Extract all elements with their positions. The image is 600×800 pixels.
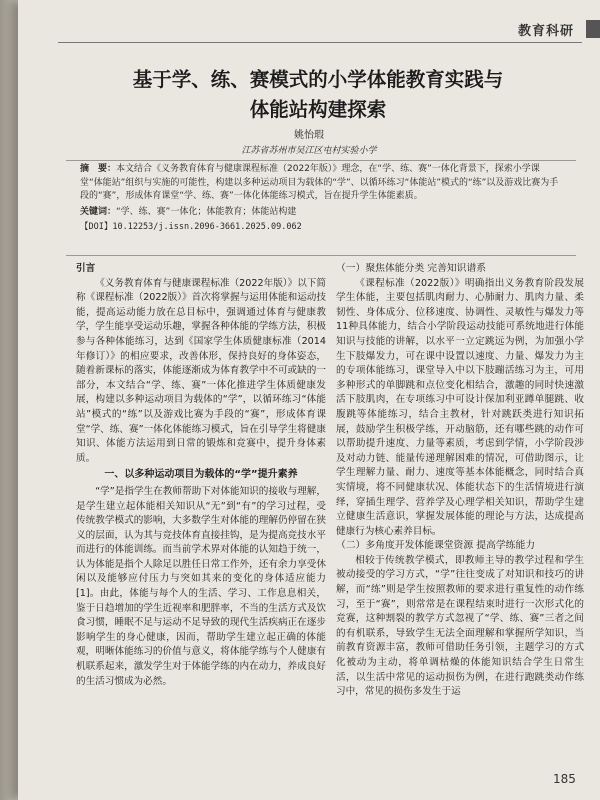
author-affiliation: 江苏省苏州市吴江区屯村实验小学	[241, 146, 377, 156]
intro-heading: 引言	[76, 263, 96, 274]
right-column	[336, 262, 584, 700]
section-heading-1: 一、以多种运动项目为载体的“学”提升素养	[104, 469, 298, 481]
section-1-paragraph: “学”是指学生在教师帮助下对体能知识的接收与理解，是学生建立起体能相关知识从“无”到“有”的学习过程，受传统教学模式的影响，大多数学生对体能的理解仍停留在狭义的层面，认为其与竞技体育直接挂钩，是为提高竞技水平而进行的体能训练。而当前学术界对体能的认知趋于统一，认为体能是指个人除足以胜任日常工作外，还有余力享受休闲以及能够应付压力与突如其来的变化的身体适应能力[1]。由此，体能与每个人的生活、学习、工作息息相关，鉴于日趋增加的学生近视率和肥胖率，不当的生活方式及饮食习惯，睡眠不足与运动不足导致的现代生活疾病正在逐步影响学生的身心健康，因而，帮助学生建立起正确的体能观，明晰体能练习的价值与意义，将体能学练与个人健康有机联系起来，激发学生对于体能学练的内在动力，养成良好的生活习惯成为必然。	[76, 485, 326, 687]
section-label: 教育科研	[518, 23, 575, 39]
doi: 【DOI】10.12253/j.issn.2096-3661.2025.09.062	[80, 222, 302, 232]
title-line-1: 基于学、练、赛模式的小学体能教育实践与	[132, 68, 504, 91]
keywords-line	[80, 206, 562, 220]
abstract-label: 摘 要：	[80, 164, 117, 174]
subsection-heading-2: （二）多角度开发体能课堂资源 提高学练能力	[336, 540, 536, 552]
keywords-text: “学、练、赛”一体化；体能教育；体能站构建	[116, 206, 297, 217]
author-name: 姚怡瑕	[294, 130, 324, 141]
abstract-box	[66, 160, 576, 256]
keywords-label: 关键词：	[80, 206, 117, 217]
intro-paragraph: 《义务教育体育与健康课程标准（2022年版）》以下简称《课程标准（2022版）》首次将掌握与运用体能和运动技能，提高运动能力放在总目标中，强调通过体育与健康教学，学生能享受运动乐趣，掌握各种体能的学练方法，积极参与各种体能练习，达到《国家学生体质健康标准（2014年修订）》的相应要求，改善体形，保持良好的身体姿态，随着新课标的落实，体能逐渐成为体育教学中不可或缺的一部分，本文结合“学、练、赛”一体化推进学生体质健康发展，构建以多种运动项目为载体的“学”，以循环练习“体能站”模式的“练”以及游戏比赛为手段的“赛”，形成体育课堂“学、练、赛”一体化体能练习模式，旨在引导学生将健康知识、体能方法运用到日常的锻炼和竞赛中，提升身体素质。	[76, 277, 326, 464]
header-marker	[586, 20, 600, 38]
left-column	[76, 262, 326, 689]
page-number: 185	[553, 772, 576, 786]
abstract-paragraph	[80, 163, 562, 204]
subsection-heading-1: （一）聚焦体能分类 完善知识谱系	[336, 263, 487, 274]
header-rule	[58, 42, 582, 43]
abstract-text: 本文结合《义务教育体育与健康课程标准（2022年版）》理念，在“学、练、赛”一体化背景下，探索小学课堂“体能站”组织与实施的可能性，构建以多种运动项目为载体的“学”、以循环练习“体能站”模式的“练”以及游戏比赛为手段的“赛”，形成体育课堂“学、练、赛”一体化体能练习模式，旨在提升学生体能素质。	[80, 164, 559, 201]
subsection-2-paragraph: 相较于传统教学模式，即教师主导的教学过程和学生被动接受的学习方式，“学”往往变成了对知识和技巧的讲解，而“练”则是学生按照教师的要求进行重复性的动作练习，至于“赛”，则常常是在课程结束时进行一次形式化的竞赛，这种割裂的教学方式忽视了“学、练、赛”三者之间的有机联系，导致学生无法全面理解和掌握所学知识，当前教育资源丰富，教师可借助任务引领，主题学习的方式化被动为主动，将单调枯燥的体能知识结合学生日常生活，以生活中常见的运动损伤为例，在进行跑跳类动作练习中，常见的损伤多发生于运	[336, 554, 584, 698]
binding-shadow	[0, 0, 18, 800]
journal-page	[18, 0, 600, 800]
subsection-1-paragraph: 《课程标准（2022版）》明确指出义务教育阶段发展学生体能，主要包括肌肉耐力、心肺耐力、肌肉力量、柔韧性、身体成分、位移速度、协调性、灵敏性与爆发力等11种具体能力，结合小学阶段运动技能可系统地进行体能知识与技能的讲解，以水平一立定跳远为例，为加强小学生下肢爆发力，可在课中设置以速度、力量、爆发力为主的专项体能练习，课堂导入中以下肢蹦活练习为主，可用多种形式的单脚跳和点位变化相结合，激趣的同时快速激活下肢肌肉，在专项练习中可设计保加利亚蹲单腿跳、收腹跳等体能练习，结合主教材，针对跳跃类进行知识拓展，鼓励学生积极学练，开动脑筋，还有哪些跳的动作可以帮助提升速度、力量等素质，考虑到学情，小学阶段涉及对动力链、能量传递理解困难的情况，可借助图示，让学生理解力量、耐力、速度等基本体能概念，同时结合真实情境，将不同健康状况、体能状态下的生活情境进行演绎，穿插生理学、营养学及心理学相关知识，帮助学生建立健康生活意识，掌握发展体能的理论与方法，达成提高健康行为核心素养目标。	[336, 277, 584, 537]
title-line-2: 体能站构建探索	[249, 98, 387, 121]
